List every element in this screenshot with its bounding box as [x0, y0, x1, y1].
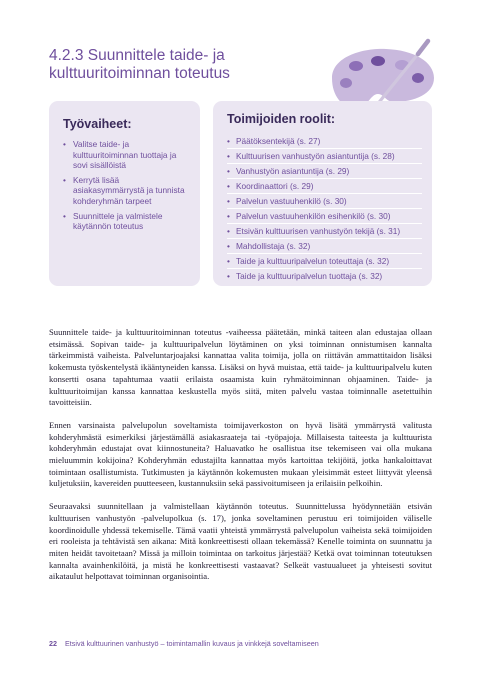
list-item: • Päätöksentekijä (s. 27)	[227, 134, 422, 149]
list-item: • Taide ja kulttuuripalvelun tuottaja (s. 32)	[227, 269, 422, 283]
list-item: • Valitse taide- ja kulttuuritoiminnan tuottaja ja sovi sisällöistä	[63, 139, 188, 171]
work-steps-list	[63, 139, 188, 232]
palette-paint-dot	[349, 61, 363, 71]
roles-card	[213, 101, 432, 286]
paragraph: Ennen varsinaista palvelupolun soveltamista toimijaverkoston on hyvä lisätä ymmärrystä valitusta kohderyhmästä esimerkiksi järjestämällä asiakasraateja tai -työpajoja. Millaisesta taiteesta ja kulttuurista kohderyhmän edustajat ovat kiinnostuneita? Haluavatko he osallistua itse tekemiseen vai olla mukana mieluummin kokijoina? Kohderyhmän edustajilta kannattaa myös kartoittaa tekijöitä, jotka hankaloittavat toimintaan osallistumista. Tutkimusten ja käytännön kokemusten mukaan yleisimmät esteet liittyvät yleensä kuljetuksiin, kavereiden puutteeseen, kustannuksiin sekä passivoitumiseen ja erilaisiin pelkoihin.	[49, 419, 432, 489]
roles-heading: Toimijoiden roolit:	[227, 112, 336, 126]
work-steps-card	[49, 101, 200, 286]
palette-paint-dot	[412, 73, 424, 83]
list-item: • Suunnittele ja valmistele käytännön toteutus	[63, 211, 188, 232]
roles-list	[227, 134, 422, 283]
list-item: • Taide ja kulttuuripalvelun toteuttaja (s. 32)	[227, 254, 422, 269]
section-title-line-1: 4.2.3 Suunnittele taide- ja	[49, 47, 225, 64]
paragraph: Suunnittele taide- ja kulttuuritoiminnan toteutus -vaiheessa päätetään, minkä taiteen alan edustajaa ollaan etsimässä. Sopivan taide- ja kulttuuripalvelun löytäminen on yksi toiminnan onnistumisen kannalta tärkeimmistä vaiheista. Palveluntarjoajaksi kannattaa valita toimija, jolla on riittävän ammattitaidon lisäksi kokemusta työskentelystä ikääntyneiden kanssa. Lisäksi on hyvä muistaa, että taide- ja kulttuuripalvelu kuten konsertti osana tapahtumaa vaatii erilaista osaamista kuin ryhmätoiminnan ohjaaminen. Taide- ja kulttuuritoimijan kanssa kannattaa keskustella myös siitä, miten palvelu vastaa toiminnalle asetettuihin tavoitteisiin.	[49, 327, 432, 408]
list-item: • Mahdollistaja (s. 32)	[227, 239, 422, 254]
section-title	[49, 47, 289, 83]
paragraph: Seuraavaksi suunnitellaan ja valmistellaan käytännön toteutus. Suunnittelussa hyödynnetään etsivän kulttuurisen vanhustyön -palvelupolkua (s. 17), jonka soveltaminen perustuu eri toimijoiden väliselle koordinoidulle yhdessä tekemiselle. Tämä vaatii yhteistä ymmärrystä palvelupolun vaiheista sekä toimijoiden eri rooleista ja tehtävistä sen aikana: Mitä konkreettisesti ollaan tekemässä? Kenelle toiminta on suunnattu ja miten heidät tavoitetaan? Missä ja milloin toimintaa on tarkoitus järjestää? Ketkä ovat toiminnan toteutuksen kannalta avainhenkilöitä, ja mistä he konkreettisesti vastaavat? Selkeät vastuualueet ja yhteisesti sovitut aikataulut helpottavat toiminnan organisointia.	[49, 501, 432, 582]
list-item: • Koordinaattori (s. 29)	[227, 179, 422, 194]
palette-paint-dot	[371, 56, 385, 66]
page-number: 22	[49, 639, 57, 648]
work-steps-heading: Työvaiheet:	[63, 117, 132, 131]
page-footer	[49, 639, 319, 648]
section-title-line-2: kulttuuritoiminnan toteutus	[49, 65, 230, 82]
list-item: • Palvelun vastuuhenkilön esihenkilö (s. 30)	[227, 209, 422, 224]
list-item: • Kerrytä lisää asiakasymmärrystä ja tunnista kohderyhmän tarpeet	[63, 175, 188, 207]
list-item: • Palvelun vastuuhenkilö (s. 30)	[227, 194, 422, 209]
body-text	[49, 327, 432, 594]
list-item: • Etsivän kulttuurisen vanhustyön tekijä (s. 31)	[227, 224, 422, 239]
list-item: • Vanhustyön asiantuntija (s. 29)	[227, 164, 422, 179]
list-item: • Kulttuurisen vanhustyön asiantuntija (s. 28)	[227, 149, 422, 164]
palette-paint-dot	[340, 78, 352, 88]
footer-text: Etsivä kulttuurinen vanhustyö – toimintamallin kuvaus ja vinkkejä soveltamiseen	[65, 639, 319, 648]
